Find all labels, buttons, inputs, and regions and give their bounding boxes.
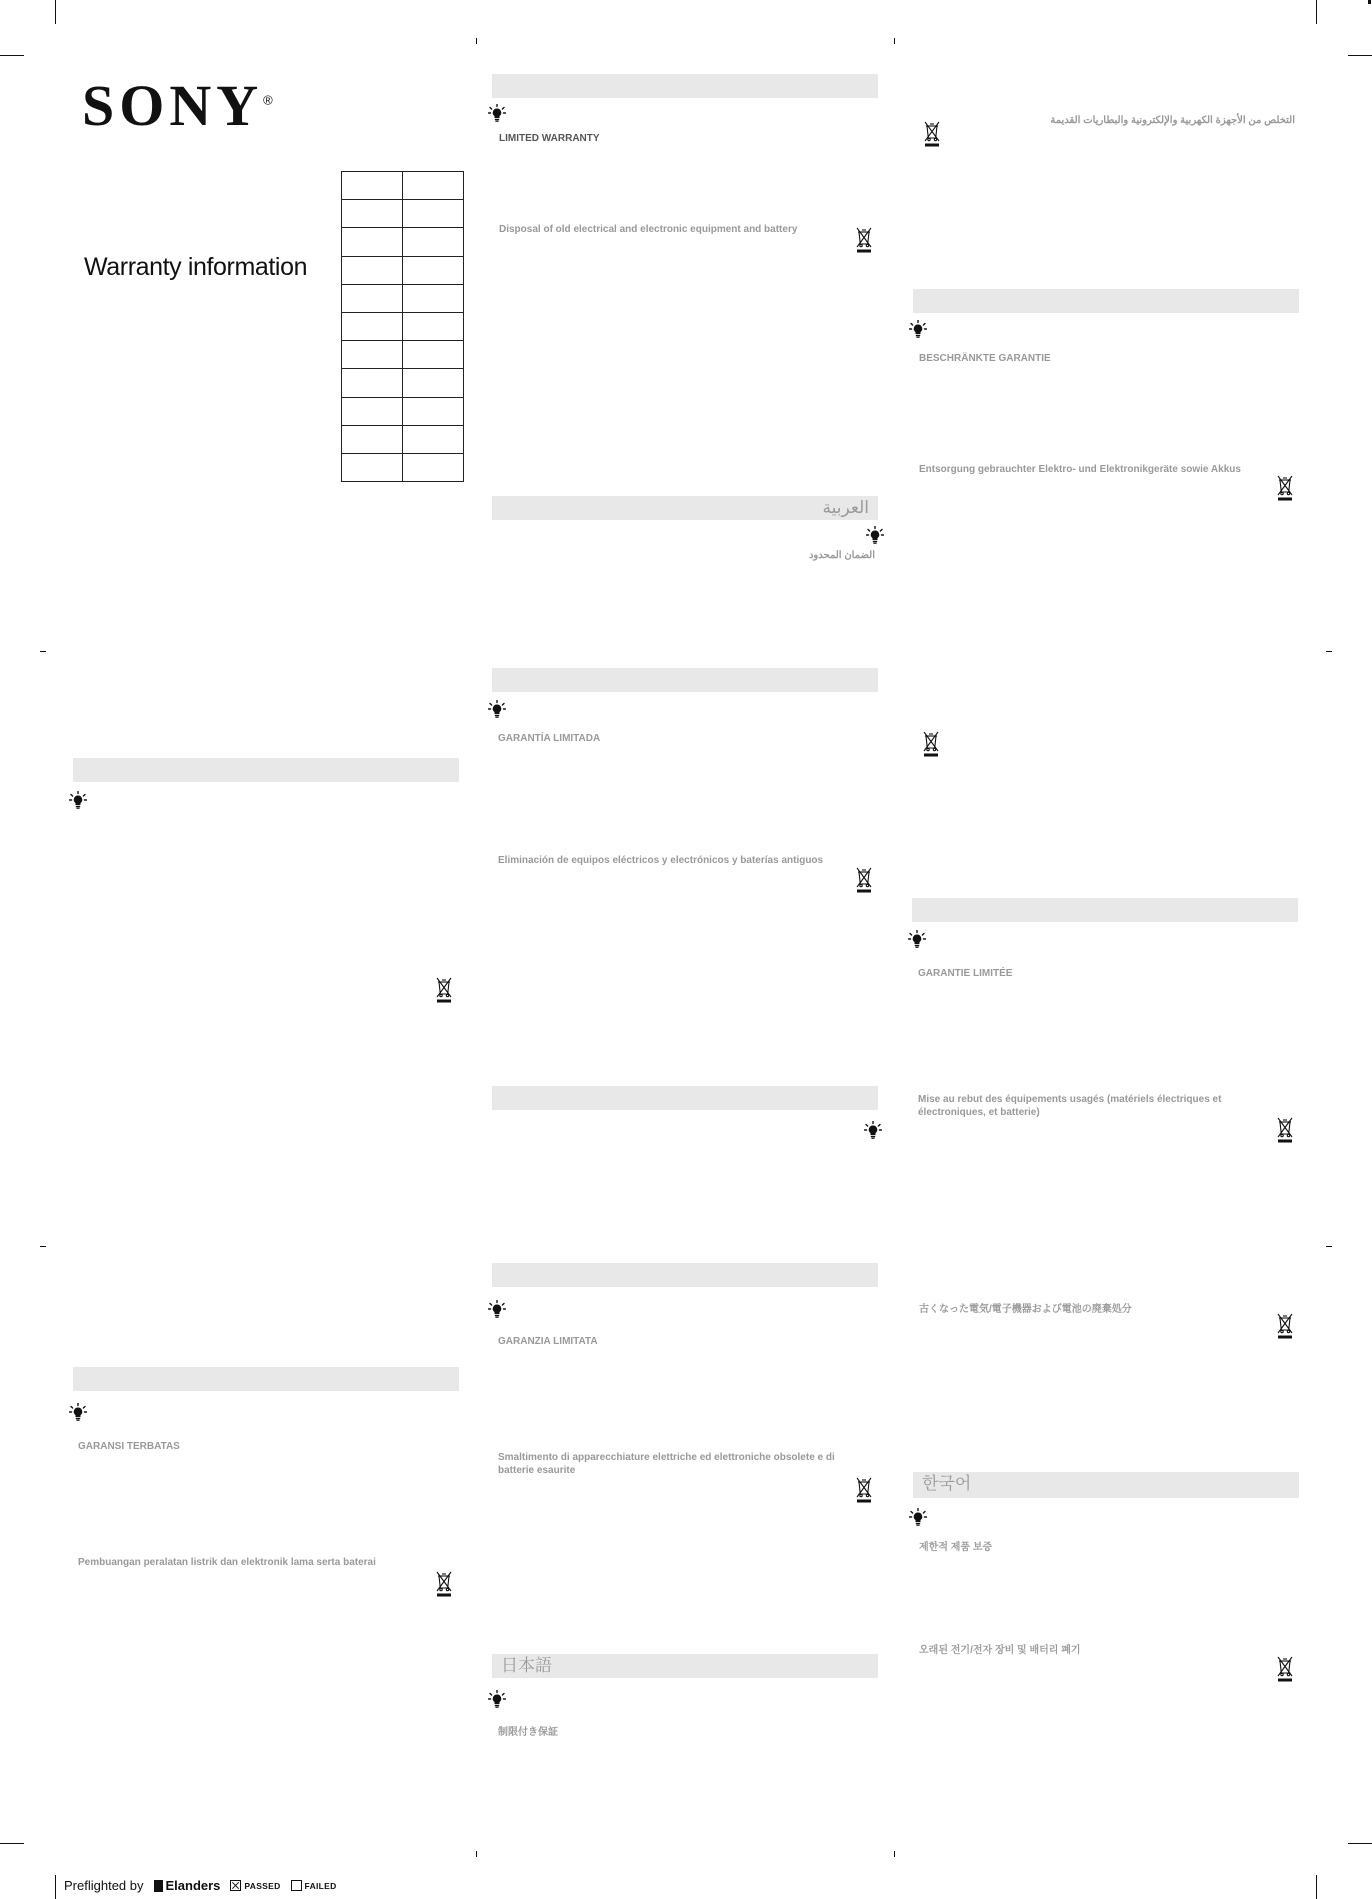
section-bar-ja bbox=[492, 1654, 878, 1678]
tip-bulb-icon bbox=[488, 700, 506, 718]
warranty-heading-en: LIMITED WARRANTY bbox=[499, 133, 600, 144]
disposal-heading-fr: Mise au rebut des équipements usagés (matériels électriques et électroniques, et batterie) bbox=[918, 1094, 1222, 1118]
section-bar-ko bbox=[913, 1472, 1299, 1498]
weee-bin-icon bbox=[855, 226, 873, 254]
section-bar-id bbox=[73, 1367, 459, 1391]
weee-bin-icon bbox=[1276, 1116, 1294, 1144]
tip-bulb-icon bbox=[69, 791, 87, 809]
crop-mark bbox=[40, 651, 46, 652]
warranty-heading-de: BESCHRÄNKTE GARANTIE bbox=[919, 353, 1051, 364]
crop-mark bbox=[0, 1843, 24, 1844]
weee-bin-icon bbox=[1276, 1655, 1294, 1683]
warranty-heading-ar: الضمان المحدود bbox=[808, 550, 875, 561]
crop-mark bbox=[55, 0, 56, 24]
warranty-heading-ja: 制限付き保証 bbox=[498, 1727, 558, 1738]
tip-bulb-icon bbox=[866, 526, 884, 544]
section-bar-fr bbox=[912, 898, 1298, 922]
crop-mark bbox=[476, 38, 477, 44]
page-title: Warranty information bbox=[84, 253, 308, 281]
sony-logo: SONY® bbox=[82, 73, 273, 138]
crop-mark bbox=[0, 55, 24, 56]
disposal-heading-en: Disposal of old electrical and electronic equipment and battery bbox=[499, 224, 798, 235]
warranty-heading-es: GARANTÍA LIMITADA bbox=[498, 733, 601, 744]
tip-bulb-icon bbox=[908, 930, 926, 948]
weee-bin-icon bbox=[855, 866, 873, 894]
weee-bin-icon bbox=[1276, 474, 1294, 502]
disposal-heading-es: Eliminación de equipos eléctricos y electrónicos y baterías antiguos bbox=[498, 855, 824, 866]
disposal-heading-it: Smaltimento di apparecchiature elettriche ed elettroniche obsolete e di batterie esaurite bbox=[498, 1452, 835, 1476]
crop-mark bbox=[1326, 651, 1332, 652]
preflight-label: Preflighted by bbox=[64, 1878, 144, 1893]
crop-mark bbox=[476, 1851, 477, 1857]
weee-bin-icon bbox=[435, 1570, 453, 1598]
warranty-heading-id: GARANSI TERBATAS bbox=[78, 1441, 180, 1452]
disposal-heading-id: Pembuangan peralatan listrik dan elektronik lama serta baterai bbox=[78, 1557, 376, 1568]
section-language-label-ja: 日本語 bbox=[501, 1656, 552, 1675]
tip-bulb-icon bbox=[488, 1300, 506, 1318]
crop-mark bbox=[55, 1875, 56, 1899]
tip-bulb-icon bbox=[69, 1403, 87, 1421]
section-language-label-ko: 한국어 bbox=[922, 1474, 972, 1493]
weee-bin-icon bbox=[435, 976, 453, 1004]
section-bar-it bbox=[492, 1263, 878, 1287]
warranty-heading-it: GARANZIA LIMITATA bbox=[498, 1336, 598, 1347]
tip-bulb-icon bbox=[909, 1508, 927, 1526]
section-bar-es bbox=[492, 668, 878, 692]
warranty-heading-ko: 제한적 제품 보증 bbox=[919, 1542, 993, 1553]
section-bar-ar bbox=[492, 496, 878, 520]
crop-mark bbox=[894, 1851, 895, 1857]
crop-mark bbox=[894, 38, 895, 44]
language-code-grid bbox=[341, 171, 464, 482]
section-bar-en bbox=[492, 74, 878, 98]
crop-mark bbox=[40, 1246, 46, 1247]
section-bar bbox=[492, 1086, 878, 1110]
crop-mark bbox=[1368, 0, 1371, 4]
crop-mark bbox=[1348, 55, 1372, 56]
checked-box-icon bbox=[230, 1880, 241, 1891]
tip-bulb-icon bbox=[864, 1121, 882, 1139]
disposal-heading-ko: 오래된 전기/전자 장비 및 배터리 폐기 bbox=[919, 1645, 1081, 1656]
passed-status: PASSED bbox=[230, 1880, 280, 1891]
weee-bin-icon bbox=[922, 730, 940, 758]
failed-status: FAILED bbox=[291, 1880, 337, 1891]
section-bar bbox=[73, 758, 459, 782]
crop-mark bbox=[1316, 1875, 1317, 1899]
weee-bin-icon bbox=[855, 1476, 873, 1504]
crop-mark bbox=[1326, 1246, 1332, 1247]
section-bar-de bbox=[913, 289, 1299, 313]
disposal-heading-de: Entsorgung gebrauchter Elektro- und Elektronikgeräte sowie Akkus bbox=[919, 464, 1241, 475]
tip-bulb-icon bbox=[488, 104, 506, 122]
disposal-heading-ja: 古くなった電気/電子機器および電池の廃棄処分 bbox=[919, 1304, 1132, 1315]
crop-mark bbox=[1316, 0, 1317, 24]
warranty-heading-fr: GARANTIE LIMITÉE bbox=[918, 968, 1013, 979]
elanders-logo: Elanders bbox=[154, 1878, 221, 1893]
disposal-heading-ar: التخلص من الأجهزة الكهربية والإلكترونية والبطاريات القديمة bbox=[1050, 115, 1295, 126]
weee-bin-icon bbox=[923, 120, 941, 148]
preflight-footer bbox=[64, 1878, 337, 1893]
unchecked-box-icon bbox=[291, 1880, 302, 1891]
section-language-label-ar: العربية bbox=[822, 498, 869, 517]
tip-bulb-icon bbox=[909, 320, 927, 338]
tip-bulb-icon bbox=[488, 1690, 506, 1708]
crop-mark bbox=[1348, 1843, 1372, 1844]
weee-bin-icon bbox=[1276, 1312, 1294, 1340]
